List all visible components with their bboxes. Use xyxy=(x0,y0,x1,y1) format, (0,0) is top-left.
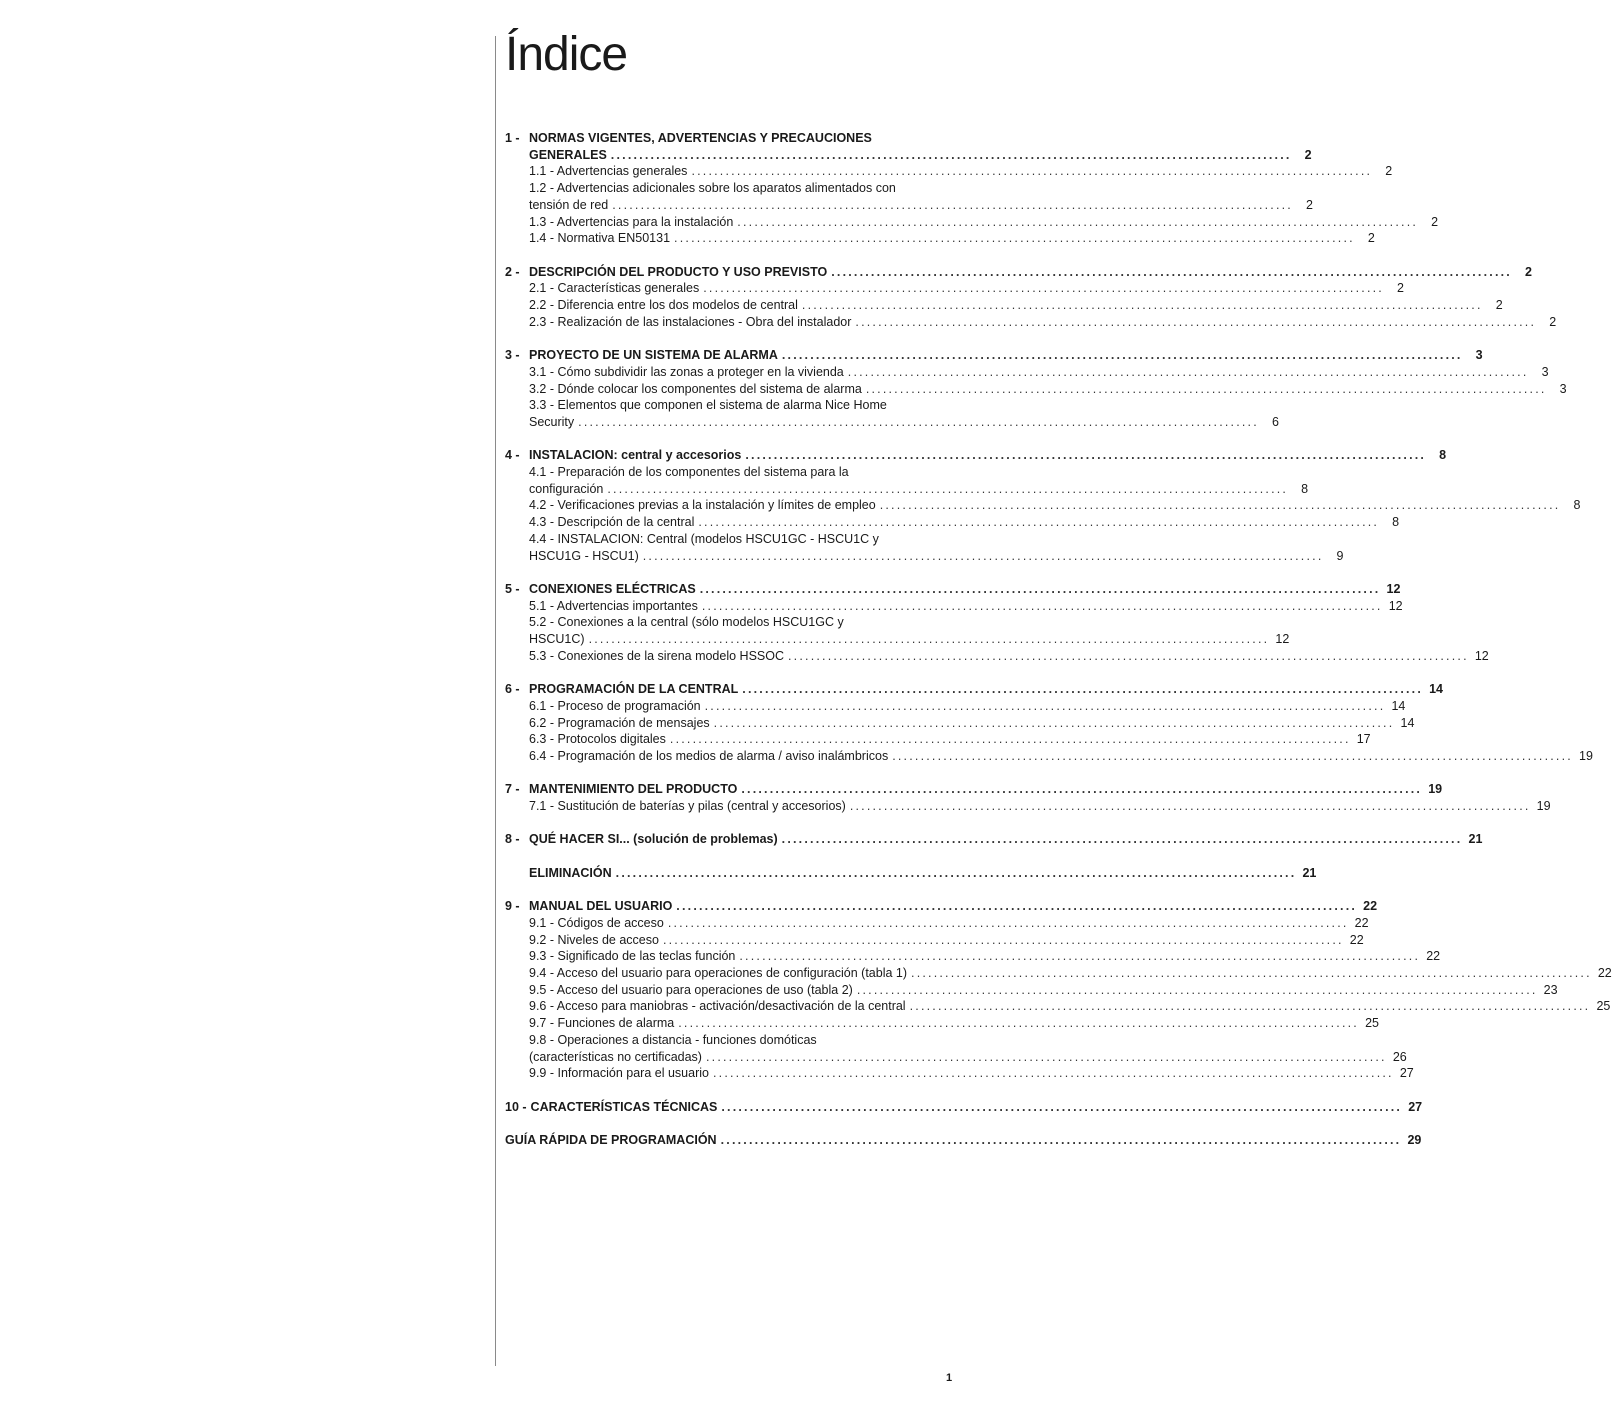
dot-leader: ........................................................................................................................ xyxy=(831,264,1512,279)
toc-item-text: 9.3 - Significado de las teclas función xyxy=(529,949,736,964)
dot-leader: ........................................................................................................................ xyxy=(615,865,1297,880)
dot-leader: ........................................................................................................................ xyxy=(865,381,1547,396)
toc-section-heading[interactable] xyxy=(505,581,1401,598)
toc-section-9 xyxy=(505,898,1612,1082)
toc-section-heading[interactable] xyxy=(505,1099,1423,1116)
toc-item[interactable] xyxy=(529,381,1567,398)
dot-leader: ........................................................................................................................ xyxy=(678,1016,1359,1031)
section-title: GUÍA RÁPIDA DE PROGRAMACIÓN xyxy=(505,1133,717,1148)
toc-item-text: 2.3 - Realización de las instalaciones - Obra del instalador xyxy=(529,314,852,329)
section-title: CONEXIONES ELÉCTRICAS xyxy=(529,581,696,596)
toc-item-text: 6.1 - Proceso de programación xyxy=(529,698,701,713)
section-title-line: NORMAS VIGENTES, ADVERTENCIAS Y PRECAUCIONES xyxy=(529,131,872,145)
toc-section-5 xyxy=(505,581,1489,665)
page-ref: 8 xyxy=(1573,498,1581,513)
section-number: 10 - xyxy=(505,1099,527,1114)
page-ref: 12 xyxy=(1386,581,1401,596)
toc-item[interactable] xyxy=(529,648,1489,665)
page-ref: 2 xyxy=(1304,147,1312,162)
page-ref: 22 xyxy=(1597,966,1612,981)
toc-item-text: 6.3 - Protocolos digitales xyxy=(529,732,666,747)
toc-item-text: 9.5 - Acceso del usuario para operaciones de uso (tabla 2) xyxy=(529,982,853,997)
dot-leader: ........................................................................................................................ xyxy=(691,164,1373,179)
table-of-contents xyxy=(505,130,1612,1165)
dot-leader: ........................................................................................................................ xyxy=(701,598,1383,613)
toc-item-text: 4.3 - Descripción de la central xyxy=(529,515,695,530)
toc-item-text: HSCU1G - HSCU1) xyxy=(529,548,639,563)
dot-leader: ........................................................................................................................ xyxy=(879,498,1561,513)
toc-item-text: 6.2 - Programación de mensajes xyxy=(529,715,710,730)
section-number: 5 - xyxy=(505,581,520,596)
toc-section-3 xyxy=(505,347,1567,431)
toc-item-text: 5.1 - Advertencias importantes xyxy=(529,598,698,613)
section-number: 8 - xyxy=(505,832,520,847)
toc-section-heading[interactable] xyxy=(505,1132,1422,1149)
toc-item[interactable] xyxy=(529,748,1593,765)
toc-item-text: 9.8 - Operaciones a distancia - funciones domóticas xyxy=(529,1032,817,1047)
dot-leader: ........................................................................................................................ xyxy=(720,1133,1402,1148)
toc-item[interactable] xyxy=(529,163,1393,180)
page-ref: 9 xyxy=(1336,548,1344,563)
toc-section-2 xyxy=(505,264,1557,331)
section-title-line: GENERALES xyxy=(529,147,607,162)
page-ref: 2 xyxy=(1431,214,1439,229)
page-ref: 2 xyxy=(1525,264,1532,279)
dot-leader: ........................................................................................................................ xyxy=(610,147,1292,162)
toc-section-heading[interactable] xyxy=(505,681,1444,698)
toc-section-heading[interactable] xyxy=(505,865,1317,882)
dot-leader: ........................................................................................................................ xyxy=(713,715,1395,730)
dot-leader: ........................................................................................................................ xyxy=(855,314,1537,329)
page-title: Índice xyxy=(505,28,628,81)
toc-section-guia xyxy=(505,1132,1422,1149)
dot-leader: ........................................................................................................................ xyxy=(674,231,1355,246)
dot-leader: ........................................................................................................................ xyxy=(847,364,1529,379)
section-number: 2 - xyxy=(505,264,520,279)
section-title: CARACTERÍSTICAS TÉCNICAS xyxy=(530,1099,718,1114)
toc-item-text: 7.1 - Sustitución de baterías y pilas (central y accesorios) xyxy=(529,799,846,814)
dot-leader: ........................................................................................................................ xyxy=(676,899,1358,914)
toc-item-text: 4.2 - Verificaciones previas a la instalación y límites de empleo xyxy=(529,498,876,513)
page-ref: 3 xyxy=(1541,364,1549,379)
dot-leader: ........................................................................................................................ xyxy=(721,1099,1403,1114)
page-ref: 23 xyxy=(1543,982,1558,997)
section-number: 7 - xyxy=(505,782,520,797)
toc-item-text: 1.3 - Advertencias para la instalación xyxy=(529,214,734,229)
toc-item-text: 9.4 - Acceso del usuario para operaciones de configuración (tabla 1) xyxy=(529,966,908,981)
toc-item[interactable] xyxy=(529,314,1557,331)
toc-item[interactable] xyxy=(529,998,1611,1015)
section-number: 9 - xyxy=(505,899,520,914)
dot-leader: ........................................................................................................................ xyxy=(741,782,1423,797)
dot-leader: ........................................................................................................................ xyxy=(745,448,1427,463)
toc-item-text: 3.1 - Cómo subdividir las zonas a proteger en la vivienda xyxy=(529,364,844,379)
page-ref: 8 xyxy=(1301,481,1309,496)
dot-leader: ........................................................................................................................ xyxy=(698,515,1380,530)
toc-item-text: 1.1 - Advertencias generales xyxy=(529,164,688,179)
toc-item-text: 9.7 - Funciones de alarma xyxy=(529,1016,675,1031)
toc-item[interactable] xyxy=(529,364,1549,381)
toc-item[interactable] xyxy=(529,514,1400,531)
toc-item-text: 6.4 - Programación de los medios de alarma / aviso inalámbricos xyxy=(529,748,889,763)
toc-item-text: 5.2 - Conexiones a la central (sólo modelos HSCU1GC y xyxy=(529,615,844,630)
page-ref: 2 xyxy=(1367,231,1375,246)
dot-leader: ........................................................................................................................ xyxy=(909,999,1591,1014)
toc-item[interactable] xyxy=(529,214,1439,231)
toc-item-text: 1.2 - Advertencias adicionales sobre los aparatos alimentados con xyxy=(529,181,896,196)
page-ref: 27 xyxy=(1408,1099,1423,1114)
page-ref: 19 xyxy=(1428,782,1443,797)
section-number: 1 - xyxy=(505,131,520,145)
page-ref: 2 xyxy=(1495,298,1503,313)
page-ref: 22 xyxy=(1363,899,1378,914)
toc-item[interactable] xyxy=(529,614,1290,647)
toc-section-heading[interactable] xyxy=(505,447,1447,464)
page-ref: 2 xyxy=(1385,164,1393,179)
page-ref: 21 xyxy=(1468,832,1483,847)
page-ref: 14 xyxy=(1391,698,1406,713)
toc-item[interactable] xyxy=(529,280,1404,297)
toc-section-7 xyxy=(505,781,1551,814)
toc-item-text: 3.3 - Elementos que componen el sistema de alarma Nice Home xyxy=(529,398,887,413)
dot-leader: ........................................................................................................................ xyxy=(737,214,1419,229)
toc-item[interactable] xyxy=(529,731,1371,748)
page-ref: 14 xyxy=(1400,715,1415,730)
page-ref: 19 xyxy=(1536,799,1551,814)
page-ref: 22 xyxy=(1349,932,1364,947)
dot-leader: ........................................................................................................................ xyxy=(781,832,1463,847)
toc-item[interactable] xyxy=(529,1032,1407,1065)
dot-leader: ........................................................................................................................ xyxy=(588,632,1270,647)
section-number: 3 - xyxy=(505,348,520,363)
toc-item[interactable] xyxy=(529,798,1551,815)
toc-section-heading[interactable] xyxy=(505,831,1483,848)
toc-section-heading[interactable] xyxy=(505,130,1312,163)
toc-section-4 xyxy=(505,447,1581,564)
toc-section-8 xyxy=(505,831,1483,848)
page-ref: 6 xyxy=(1271,414,1279,429)
page-ref: 22 xyxy=(1426,949,1441,964)
toc-section-10 xyxy=(505,1099,1423,1116)
toc-item-text: HSCU1C) xyxy=(529,632,585,647)
toc-item[interactable] xyxy=(529,698,1406,715)
toc-section-heading[interactable] xyxy=(505,781,1443,798)
toc-item-text: 2.2 - Diferencia entre los dos modelos de central xyxy=(529,298,798,313)
section-title: ELIMINACIÓN xyxy=(529,865,612,880)
dot-leader: ........................................................................................................................ xyxy=(849,799,1531,814)
toc-item[interactable] xyxy=(529,948,1441,965)
section-title: PROGRAMACIÓN DE LA CENTRAL xyxy=(529,682,739,697)
dot-leader: ........................................................................................................................ xyxy=(703,281,1384,296)
dot-leader: ........................................................................................................................ xyxy=(662,932,1344,947)
toc-item[interactable] xyxy=(529,297,1503,314)
toc-item-text: configuración xyxy=(529,481,604,496)
dot-leader: ........................................................................................................................ xyxy=(669,732,1351,747)
dot-leader: ........................................................................................................................ xyxy=(712,1066,1394,1081)
toc-item-text: 9.6 - Acceso para maniobras - activación/desactivación de la central xyxy=(529,999,906,1014)
page-ref: 12 xyxy=(1275,632,1290,647)
section-number: 4 - xyxy=(505,448,520,463)
page-ref: 3 xyxy=(1559,381,1567,396)
dot-leader: ........................................................................................................................ xyxy=(892,748,1573,763)
dot-leader: ........................................................................................................................ xyxy=(578,414,1259,429)
toc-item[interactable] xyxy=(529,982,1558,999)
section-title: DESCRIPCIÓN DEL PRODUCTO Y USO PREVISTO xyxy=(529,264,828,279)
toc-item[interactable] xyxy=(529,1015,1379,1032)
section-title: MANTENIMIENTO DEL PRODUCTO xyxy=(529,782,738,797)
toc-section-1 xyxy=(505,130,1439,247)
section-number: 6 - xyxy=(505,682,520,697)
vertical-divider xyxy=(495,36,496,1366)
toc-section-eliminacion xyxy=(505,865,1317,882)
page-ref: 22 xyxy=(1354,915,1369,930)
toc-item[interactable] xyxy=(529,397,1279,430)
toc-item[interactable] xyxy=(529,915,1369,932)
toc-item-text: (características no certificadas) xyxy=(529,1049,702,1064)
dot-leader: ........................................................................................................................ xyxy=(704,698,1386,713)
toc-item[interactable] xyxy=(529,180,1313,213)
page-ref: 21 xyxy=(1302,865,1317,880)
page-ref: 2 xyxy=(1306,197,1313,212)
toc-item-text: 4.4 - INSTALACION: Central (modelos HSCU1GC - HSCU1C y xyxy=(529,531,879,546)
toc-section-heading[interactable] xyxy=(505,347,1483,364)
page-ref: 14 xyxy=(1429,682,1444,697)
page-ref: 8 xyxy=(1392,515,1400,530)
dot-leader: ........................................................................................................................ xyxy=(699,581,1381,596)
dot-leader: ........................................................................................................................ xyxy=(788,648,1469,663)
page-ref: 2 xyxy=(1549,314,1557,329)
dot-leader: ........................................................................................................................ xyxy=(801,298,1483,313)
page-ref: 12 xyxy=(1474,648,1489,663)
toc-item-text: 2.1 - Características generales xyxy=(529,281,700,296)
page-ref: 12 xyxy=(1388,598,1403,613)
toc-item[interactable] xyxy=(529,230,1375,247)
dot-leader: ........................................................................................................................ xyxy=(742,682,1424,697)
dot-leader: ........................................................................................................................ xyxy=(739,949,1421,964)
page-ref: 8 xyxy=(1439,448,1447,463)
toc-item-text: 5.3 - Conexiones de la sirena modelo HSSOC xyxy=(529,648,784,663)
section-title: MANUAL DEL USUARIO xyxy=(529,899,673,914)
toc-section-heading[interactable] xyxy=(505,898,1378,915)
dot-leader: ........................................................................................................................ xyxy=(781,348,1463,363)
toc-item-text: 4.1 - Preparación de los componentes del sistema para la xyxy=(529,465,849,480)
dot-leader: ........................................................................................................................ xyxy=(911,966,1592,981)
page-ref: 19 xyxy=(1579,748,1593,763)
toc-item[interactable] xyxy=(529,464,1309,497)
page-number: 1 xyxy=(946,1372,953,1384)
page-ref: 3 xyxy=(1475,348,1483,363)
toc-item-text: 9.2 - Niveles de acceso xyxy=(529,932,659,947)
toc-item[interactable] xyxy=(529,715,1415,732)
toc-item[interactable] xyxy=(529,497,1581,514)
dot-leader: ........................................................................................................................ xyxy=(856,982,1538,997)
page-ref: 29 xyxy=(1407,1133,1422,1148)
toc-item[interactable] xyxy=(529,1065,1414,1082)
dot-leader: ........................................................................................................................ xyxy=(612,197,1293,212)
page-ref: 26 xyxy=(1392,1049,1407,1064)
dot-leader: ........................................................................................................................ xyxy=(642,548,1324,563)
page-ref: 2 xyxy=(1397,281,1404,296)
toc-section-heading[interactable] xyxy=(505,264,1532,281)
toc-item[interactable] xyxy=(529,598,1403,615)
toc-item-text: tensión de red xyxy=(529,197,609,212)
section-title: PROYECTO DE UN SISTEMA DE ALARMA xyxy=(529,348,778,363)
toc-item-text: 3.2 - Dónde colocar los componentes del sistema de alarma xyxy=(529,381,862,396)
page-ref: 17 xyxy=(1356,732,1371,747)
section-title: QUÉ HACER SI... (solución de problemas) xyxy=(529,832,778,847)
toc-section-6 xyxy=(505,681,1593,765)
section-title: INSTALACION: central y accesorios xyxy=(529,448,742,463)
toc-item-text: 9.1 - Códigos de acceso xyxy=(529,915,664,930)
page-ref: 25 xyxy=(1596,999,1611,1014)
toc-item-text: Security xyxy=(529,414,575,429)
toc-item[interactable] xyxy=(529,531,1344,564)
page-ref: 27 xyxy=(1399,1066,1414,1081)
dot-leader: ........................................................................................................................ xyxy=(705,1049,1387,1064)
toc-item[interactable] xyxy=(529,932,1364,949)
toc-item-text: 1.4 - Normativa EN50131 xyxy=(529,231,671,246)
dot-leader: ........................................................................................................................ xyxy=(607,481,1289,496)
page-ref: 25 xyxy=(1365,1016,1379,1031)
toc-item[interactable] xyxy=(529,965,1612,982)
toc-item-text: 9.9 - Información para el usuario xyxy=(529,1066,709,1081)
dot-leader: ........................................................................................................................ xyxy=(667,915,1349,930)
